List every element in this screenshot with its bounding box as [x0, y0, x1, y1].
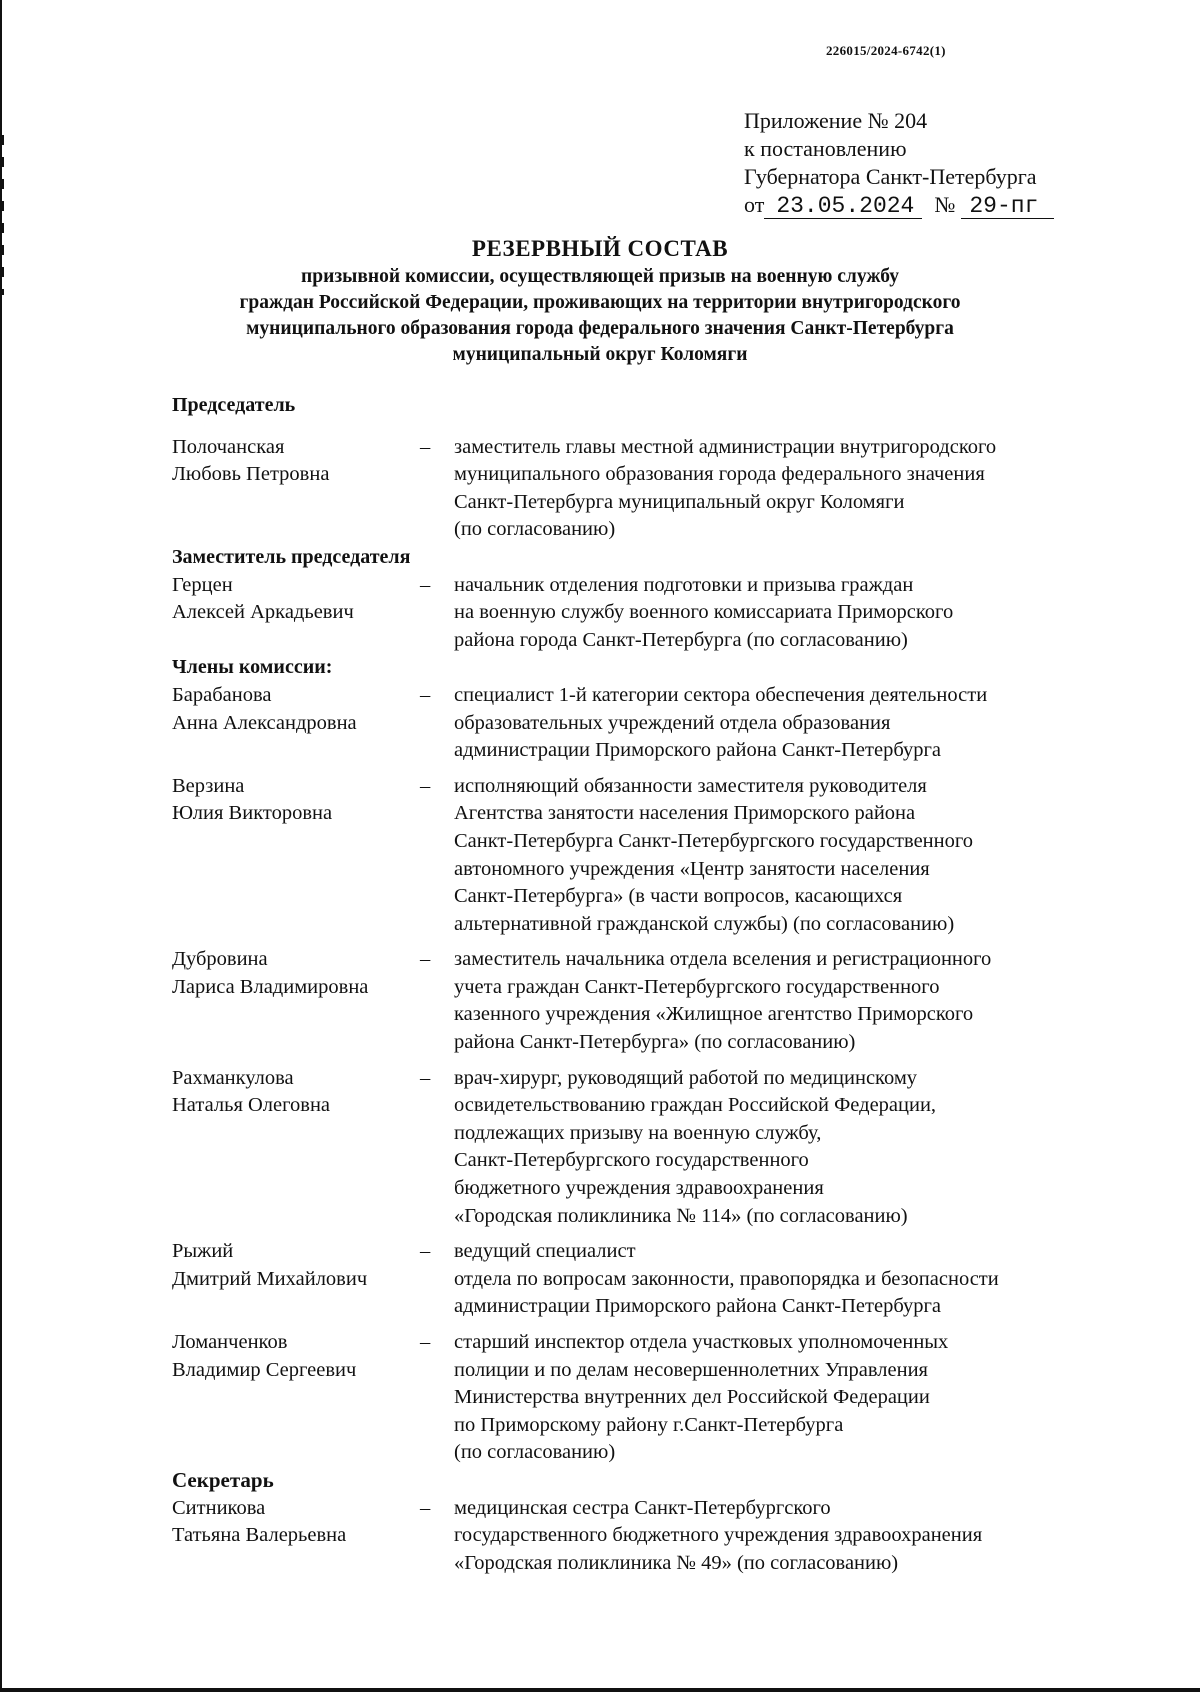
dash-separator: – [420, 1331, 431, 1353]
title-sub-line: призывной комиссии, осуществляющей призыв на военную службу [301, 266, 899, 287]
scan-bottom-border [0, 1688, 1200, 1692]
person-role: заместитель начальника отдела вселения и регистрационного учета граждан Санкт-Петербургского государственного казенного учреждения «Жилищное агентство Приморского района Санкт-Петербурга» (по согласованию) [454, 948, 992, 1054]
roster-entry [172, 1495, 1102, 1578]
appendix-date-number-line [744, 191, 1054, 219]
person-name: Верзина Юлия Викторовна [172, 774, 333, 825]
roster-entry [172, 946, 1102, 1056]
title-sub-line: муниципального образования города федерального значения Санкт-Петербурга [246, 318, 954, 339]
roster-entry [172, 1065, 1102, 1231]
person-role: старший инспектор отдела участковых уполномоченных полиции и по делам несовершеннолетних Управления Министерства внутренних дел Российской Федерации по Приморскому району г.Санкт-Петербурга (по согласованию) [454, 1331, 949, 1464]
appendix-line-3: Губернатора Санкт-Петербурга [744, 164, 1037, 189]
roster-entry [172, 572, 1102, 655]
person-role: медицинская сестра Санкт-Петербургского государственного бюджетного учреждения здравоохранения «Городская поликлиника № 49» (по согласованию) [454, 1496, 983, 1574]
document-registration-number: 226015/2024-6742(1) [826, 43, 946, 58]
person-name: Герцен Алексей Аркадьевич [172, 573, 354, 624]
dash-separator: – [420, 1066, 431, 1089]
person-role: начальник отделения подготовки и призыва граждан на военную службу военного комиссариата Приморского района города Санкт-Петербурга (по согласованию) [454, 573, 954, 651]
person-role: ведущий специалист отдела по вопросам законности, правопорядка и безопасности администрации Приморского района Санкт-Петербурга [454, 1240, 999, 1318]
number-sign: № [934, 192, 956, 217]
person-name: Рыжий Дмитрий Михайлович [172, 1240, 368, 1290]
title-sub-line: муниципальный округ Коломяги [452, 344, 748, 365]
roster-entry [172, 773, 1102, 939]
document-title [130, 234, 1070, 368]
dash-separator: – [420, 948, 431, 971]
section-heading-deputy: Заместитель председателя [172, 545, 411, 568]
appendix-line-1: Приложение № 204 [744, 108, 928, 133]
dash-separator: – [420, 435, 431, 458]
appendix-line-2: к постановлению [744, 136, 907, 161]
dash-separator: – [420, 573, 431, 596]
section-heading-secretary: Секретарь [172, 1467, 274, 1492]
commission-roster [172, 392, 1102, 1577]
person-role: врач-хирург, руководящий работой по медицинскому освидетельствованию граждан Российской Федерации, подлежащих призыву на военную службу, Санкт-Петербургского государственного бюджетного учреждения здравоохранения «Городская поликлиника № 114» (по согласованию) [454, 1066, 937, 1227]
scan-binding-marks [0, 135, 4, 295]
roster-entry [172, 1329, 1102, 1467]
section-heading-members: Члены комиссии: [172, 656, 333, 679]
section-heading-chair: Председатель [172, 394, 296, 416]
person-name: Рахманкулова Наталья Олеговна [172, 1066, 331, 1117]
title-sub-line: граждан Российской Федерации, проживающих на территории внутригородского [239, 292, 961, 313]
person-name: Ломанченков Владимир Сергеевич [172, 1331, 357, 1381]
person-name: Полочанская Любовь Петровна [172, 435, 330, 486]
person-name: Барабанова Анна Александровна [172, 683, 357, 734]
person-role: специалист 1-й категории сектора обеспечения деятельности образовательных учреждений отдела образования администрации Приморского района Санкт-Петербурга [454, 683, 988, 762]
roster-entry [172, 434, 1102, 544]
dash-separator: – [420, 683, 431, 706]
roster-entry [172, 682, 1102, 765]
person-name: Дубровина Лариса Владимировна [172, 948, 369, 998]
appendix-header [744, 107, 1054, 219]
decree-number-field: 29-пг [961, 194, 1054, 219]
title-main: РЕЗЕРВНЫЙ СОСТАВ [471, 236, 729, 261]
person-role: исполняющий обязанности заместителя руководителя Агентства занятости населения Приморского района Санкт-Петербурга Санкт-Петербургского государственного автономного учреждения «Центр занятости населения Санкт-Петербурга» (в части вопросов, касающихся альтернативной гражданской службы) (по согласованию) [454, 774, 974, 935]
dash-separator: – [420, 1496, 431, 1519]
date-prefix: от [744, 192, 765, 217]
decree-date-field: 23.05.2024 [764, 194, 922, 219]
dash-separator: – [420, 774, 431, 797]
person-role: заместитель главы местной администрации внутригородского муниципального образования города федерального значения Санкт-Петербурга муниципальный округ Коломяги (по согласованию) [454, 435, 997, 541]
person-name: Ситникова Татьяна Валерьевна [172, 1496, 347, 1547]
roster-entry [172, 1238, 1102, 1321]
dash-separator: – [420, 1240, 431, 1263]
